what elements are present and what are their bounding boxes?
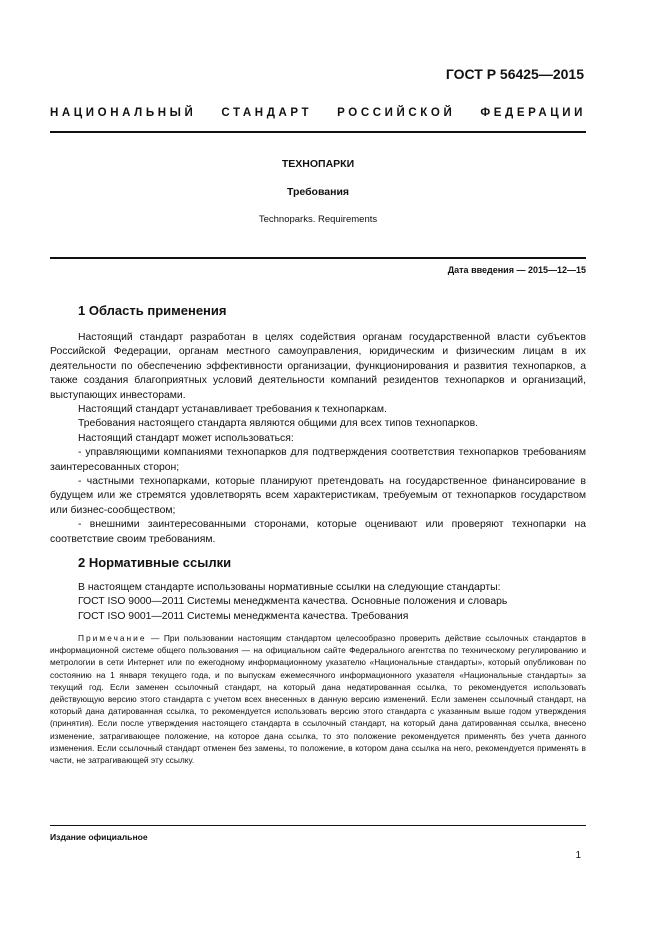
list-item: - внешними заинтересованными сторонами, которые оценивают или проверяют технопарки на соответствие своим требованиям. — [50, 519, 586, 545]
reference-item: ГОСТ ISO 9000—2011 Системы менеджмента качества. Основные положения и словарь — [78, 596, 508, 608]
top-divider — [50, 131, 586, 133]
introduction-date: Дата введения — 2015—12—15 — [447, 265, 586, 275]
footer-divider — [50, 825, 586, 826]
note-label: Примечание — [78, 633, 147, 643]
reference-item: ГОСТ ISO 9001—2011 Системы менеджмента качества. Требования — [78, 610, 409, 622]
document-title: ТЕХНОПАРКИ — [281, 158, 355, 170]
note-text: — При пользовании настоящим стандартом целесообразно проверить действие ссылочных стандартов в информационной системе общего пользования — на официальном сайте Федерального агентства по техническому регулированию и метрологии в сети Интернет или по ежегодному информационному указателю «Национальные стандарты», который опубликован по состоянию на 1 января текущего года, и по выпускам ежемесячного информационного указателя «Национальные стандарты» за текущий год. Если заменен ссылочный стандарт, на который дана недатированная ссылка, то рекомендуется использовать действующую версию этого стандарта с учетом всех внесенных в данную версию изменений. Если заменен ссылочный стандарт, на который дана датированная ссылка, то рекомендуется использовать версию этого стандарта с указанным выше годом утверждения (принятия). Если после утверждения настоящего стандарта в ссылочный стандарт, на который дана датированная ссылка, внесено изменение, затрагивающее положение, на которое дана ссылка, то это положение рекомендуется применять без учета данного изменения. Если ссылочный стандарт отменен без замены, то положение, в котором дана ссылка на него, рекомендуется применять в части, не затрагивающей эту ссылку. — [50, 633, 587, 766]
note-paragraph — [50, 632, 586, 766]
section-1-body — [50, 331, 586, 547]
document-title-english: Technoparks. Requirements — [258, 214, 378, 225]
national-standard-banner: НАЦИОНАЛЬНЫЙ СТАНДАРТ РОССИЙСКОЙ ФЕДЕРАЦИИ — [50, 107, 586, 119]
document-subtitle: Требования — [286, 186, 350, 198]
page-number: 1 — [575, 850, 581, 861]
list-item: - управляющими компаниями технопарков для подтверждения соответствия технопарков требованиям заинтересованных сторон; — [50, 447, 586, 473]
list-item: - частными технопарками, которые планируют претендовать на государственное финансирование в будущем или же стремятся удовлетворять всем характеристикам, требуемым от технопарков государством или бизнес-сообществом; — [50, 476, 586, 516]
note-block — [50, 632, 586, 766]
paragraph: Настоящий стандарт разработан в целях содействия органам государственной власти субъектов Российской Федерации, органам местного самоуправления, юридическим и физическим лицам в их деятельности по обеспечению эффективности организации, функционирования и развития технопарков, а также создания благоприятных условий деятельности компаний резидентов технопарков и организаций, выступающих инвесторами. — [50, 332, 586, 401]
document-code: ГОСТ Р 56425—2015 — [445, 66, 584, 82]
paragraph: Настоящий стандарт устанавливает требования к технопаркам. — [78, 404, 387, 416]
paragraph: В настоящем стандарте использованы нормативные ссылки на следующие стандарты: — [78, 582, 501, 593]
paragraph: Требования настоящего стандарта являются общими для всех типов технопарков. — [78, 418, 479, 430]
title-divider — [50, 257, 586, 259]
official-edition-label: Издание официальное — [50, 832, 148, 842]
paragraph: Настоящий стандарт может использоваться: — [78, 432, 294, 444]
section-2-heading: 2 Нормативные ссылки — [78, 555, 232, 570]
section-1-heading: 1 Область применения — [78, 303, 227, 318]
section-2-body — [50, 581, 586, 624]
